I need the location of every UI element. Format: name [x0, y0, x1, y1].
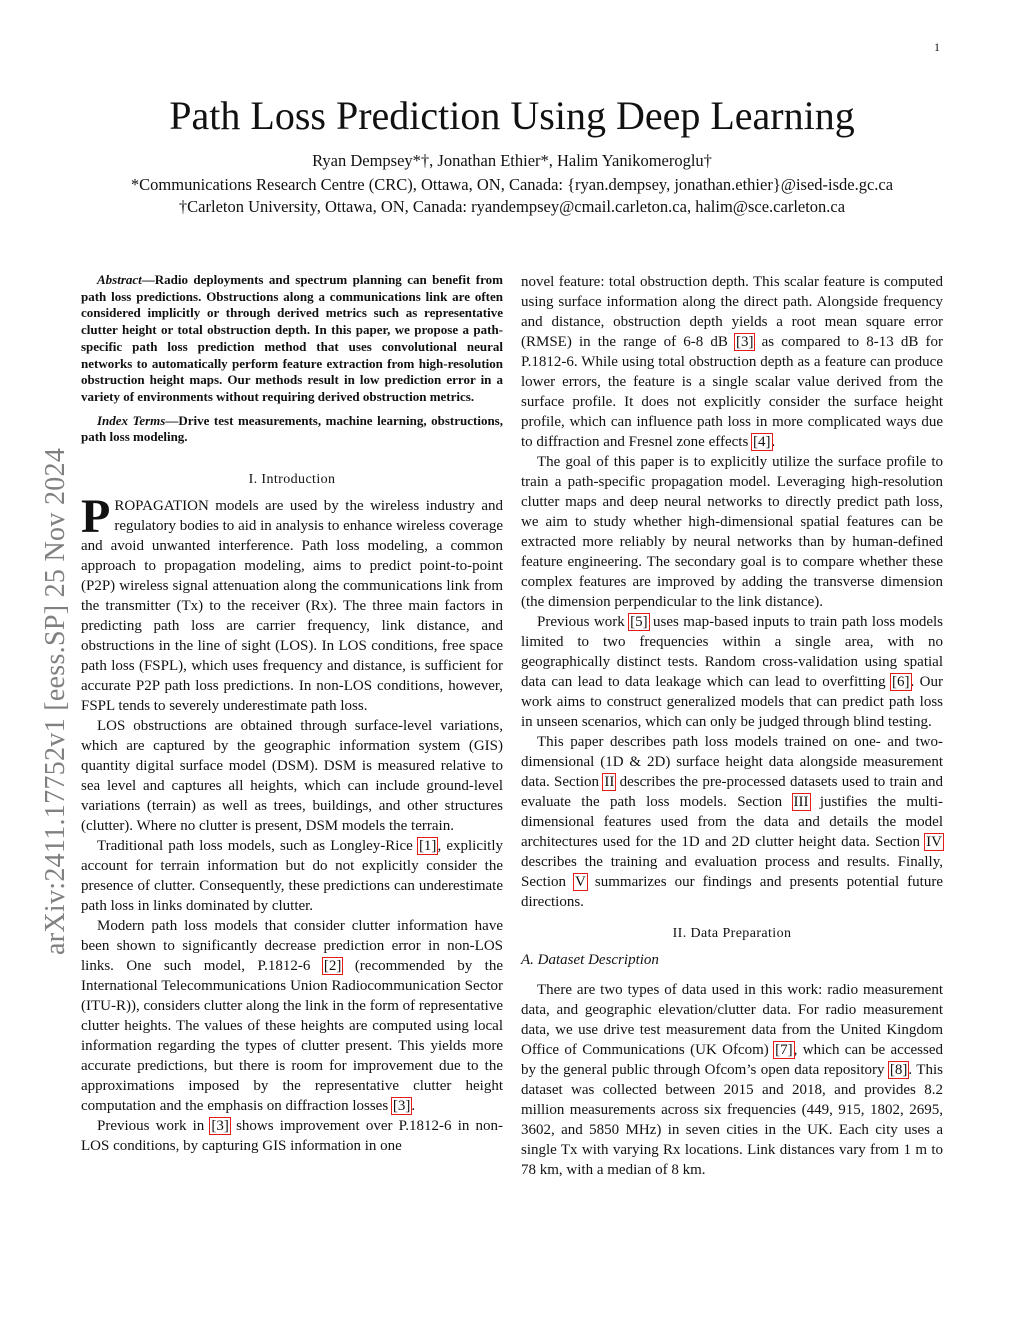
data-paragraph-1 — [521, 980, 943, 1180]
left-column — [81, 272, 503, 1156]
text-run: describes the pre-processed datasets used to train and evaluate the path loss models. Section — [521, 774, 943, 810]
text-run: justifies the multi-dimensional features used from the data and details the model architectures used for the 1D and 2D clutter height data. Section — [521, 794, 943, 850]
section-heading-data-preparation: II. Data Preparation — [672, 926, 792, 941]
text-run: . — [771, 434, 776, 450]
intro-paragraph-1-text: ROPAGATION models are used by the wireless industry and regulatory bodies to aid in analysis to enhance wireless coverage and avoid unwanted interference. Path loss modeling, a common approach to propagation modeling, aims to predict point-to-point (P2P) wireless signal attenuation along the communications link from the transmitter (Tx) to the receiver (Rx). The three main factors in predicting path loss are carrier frequency, link distance, and obstructions in the line of sight (LOS). In LOS conditions, free space path loss (FSPL), which uses frequency and distance, is sufficient for accurate P2P path loss predictions. In non-LOS conditions, however, FSPL tends to severely underestimate path loss. — [81, 498, 503, 715]
citation-link[interactable]: [1] — [418, 838, 437, 855]
text-run: , which can be accessed by the general public through Ofcom’s open data repository — [521, 1042, 943, 1078]
index-terms-text: —Drive test measurements, machine learning, obstructions, path loss modeling. — [81, 412, 503, 445]
text-run: Traditional path loss models, such as Longley-Rice — [97, 838, 418, 855]
text-run: summarizes our findings and presents potential future directions. — [521, 874, 943, 910]
abstract-label: Abstract — [97, 272, 142, 287]
text-run: . — [411, 1098, 416, 1115]
text-run: shows improvement over P.1812-6 in non-LOS conditions, by capturing GIS information in one — [81, 1118, 503, 1155]
text-run: . This dataset was collected between 2015 and 2018, and provides 8.2 million measurements across six frequencies (449, 915, 1802, 2695, 3602, and 5850 MHz) in seven cities in the UK. Each city uses a single Tx with varying Rx locations. Link distances vary from 1 m to 78 km, with a median of 8 km. — [521, 1062, 943, 1178]
abstract-text: —Radio deployments and spectrum planning can benefit from path loss predictions. Obstructions along a communications link are often considered implicitly or through derived metrics such as representative clutter height or total obstruction depth. In this paper, we propose a path-specific path loss prediction method that uses convolutional neural networks to automatically perform feature extraction from high-resolution obstruction height maps. Our methods result in low prediction error in a variety of environments without requiring derived obstruction metrics. — [81, 272, 503, 404]
text-run: , explicitly account for terrain information but do not explicitly consider the presence of clutter. Consequently, these predictions can underestimate path loss in links dominated by clutter. — [81, 838, 503, 915]
abstract — [81, 272, 503, 406]
text-run: Modern path loss models that consider clutter information have been shown to significantly decrease prediction error in non-LOS links. One such model, P.1812-6 — [81, 918, 503, 975]
affiliation-crc: *Communications Research Centre (CRC), Ottawa, ON, Canada: {ryan.dempsey, jonathan.ethier}@ised-isde.gc.ca — [130, 175, 894, 194]
text-run: . Our work aims to construct generalized models that can predict path loss in unseen scenarios, which can only be judged through blind testing. — [521, 674, 944, 730]
text-run: as compared to 8-13 dB for P.1812-6. While using total obstruction depth as a feature can produce lower errors, the feature is a single scalar value derived from the surface profile. It does not explicitly consider the surface height profile, which can influence path loss in more complicated ways due to diffraction and Fresnel zone effects — [521, 334, 943, 450]
paper-title: Path Loss Prediction Using Deep Learning — [169, 93, 855, 138]
citation-link[interactable]: [3] — [735, 334, 754, 350]
section-link[interactable]: II — [604, 774, 615, 790]
citation-link[interactable]: [3] — [211, 1118, 229, 1135]
section-link[interactable]: III — [793, 794, 809, 810]
affiliation-carleton: †Carleton University, Ottawa, ON, Canada: ryandempsey@cmail.carleton.ca, halim@sce.carleton.ca — [178, 197, 846, 216]
citation-link[interactable]: [2] — [323, 958, 342, 975]
text-run: uses map-based inputs to train path loss models limited to two frequencies within a single area, with no geographically distinct tests. Random cross-validation using spatial data can lead to data leakage which can lead to overfitting — [521, 614, 943, 690]
citation-link[interactable]: [3] — [392, 1098, 411, 1115]
text-run: (recommended by the International Telecommunications Union Radiocommunication Sector (ITU-R)), considers clutter along the link in the form of representative clutter heights. The values of these heights are computed using local information regarding the types of clutter present. This yields more accurate predictions, but there is room for improvement due to the approximations imposed by the representative clutter height computation and the emphasis on diffraction losses — [81, 958, 504, 1115]
subsection-heading-dataset-description: A. Dataset Description — [521, 952, 659, 968]
citation-link[interactable]: [7] — [775, 1042, 793, 1058]
citation-link[interactable]: [8] — [889, 1062, 908, 1078]
section-heading-introduction: I. Introduction — [248, 472, 336, 488]
spacer — [521, 912, 943, 924]
section-link[interactable]: V — [575, 874, 586, 890]
text-run: This paper describes path loss models trained on one- and two-dimensional (1D & 2D) surface height data alongside measurement data. Section — [521, 734, 943, 790]
text-run: Previous work — [537, 614, 630, 630]
right-column — [521, 272, 943, 1180]
text-run: There are two types of data used in this work: radio measurement data, and geographic elevation/clutter data. For radio measurement data, we use drive test measurement data from the United Kingdom Office of Communications (UK Ofcom) — [521, 982, 943, 1058]
text-run: describes the training and evaluation process and results. Finally, Section — [521, 854, 943, 890]
section-link[interactable]: IV — [926, 834, 942, 850]
intro-paragraph-5 — [81, 1116, 503, 1156]
text-run: novel feature: total obstruction depth. This scalar feature is computed using surface information along the direct path. Alongside frequency and distance, obstruction depth yields a root mean square error (RMSE) in the range of 6-8 dB — [521, 274, 943, 350]
intro-paragraph-2: LOS obstructions are obtained through surface-level variations, which are captured by the geographic information system (GIS) quantity digital surface model (DSM). DSM is measured relative to sea level and captures all heights, which can include ground-level variations (terrain) as well as trees, buildings, and other structures (clutter). Where no clutter is present, DSM models the terrain. — [81, 718, 503, 835]
intro-paragraph-5-continued — [521, 272, 943, 452]
intro-paragraph-4 — [81, 916, 503, 1116]
intro-paragraph-3 — [81, 836, 503, 916]
index-terms-label: Index Terms — [97, 412, 166, 428]
citation-link[interactable]: [4] — [753, 434, 771, 450]
arxiv-stamp: arXiv:2411.17752v1 [eess.SP] 25 Nov 2024 — [40, 447, 71, 955]
intro-paragraph-8 — [521, 732, 943, 912]
intro-paragraph-1 — [81, 490, 503, 716]
drop-cap: P — [81, 490, 111, 544]
intro-paragraph-7 — [521, 612, 943, 732]
intro-paragraph-6: The goal of this paper is to explicitly utilize the surface profile to train a path-specific propagation model. Leveraging high-resolution clutter maps and deep neural networks to directly predict path loss, we aim to study whether high-dimensional spatial features can be extracted more reliably by neural networks than by human-defined feature engineering. The secondary goal is to compare whether these complex features are improved by adding the transverse dimension (the dimension perpendicular to the link distance). — [521, 454, 943, 610]
page-number: 1 — [934, 40, 940, 54]
index-terms — [81, 413, 503, 446]
author-list: Ryan Dempsey*†, Jonathan Ethier*, Halim Yanikomeroglu† — [312, 151, 712, 170]
citation-link[interactable]: [5] — [630, 614, 648, 630]
citation-link[interactable]: [6] — [892, 674, 910, 690]
text-run: Previous work in — [97, 1118, 211, 1135]
